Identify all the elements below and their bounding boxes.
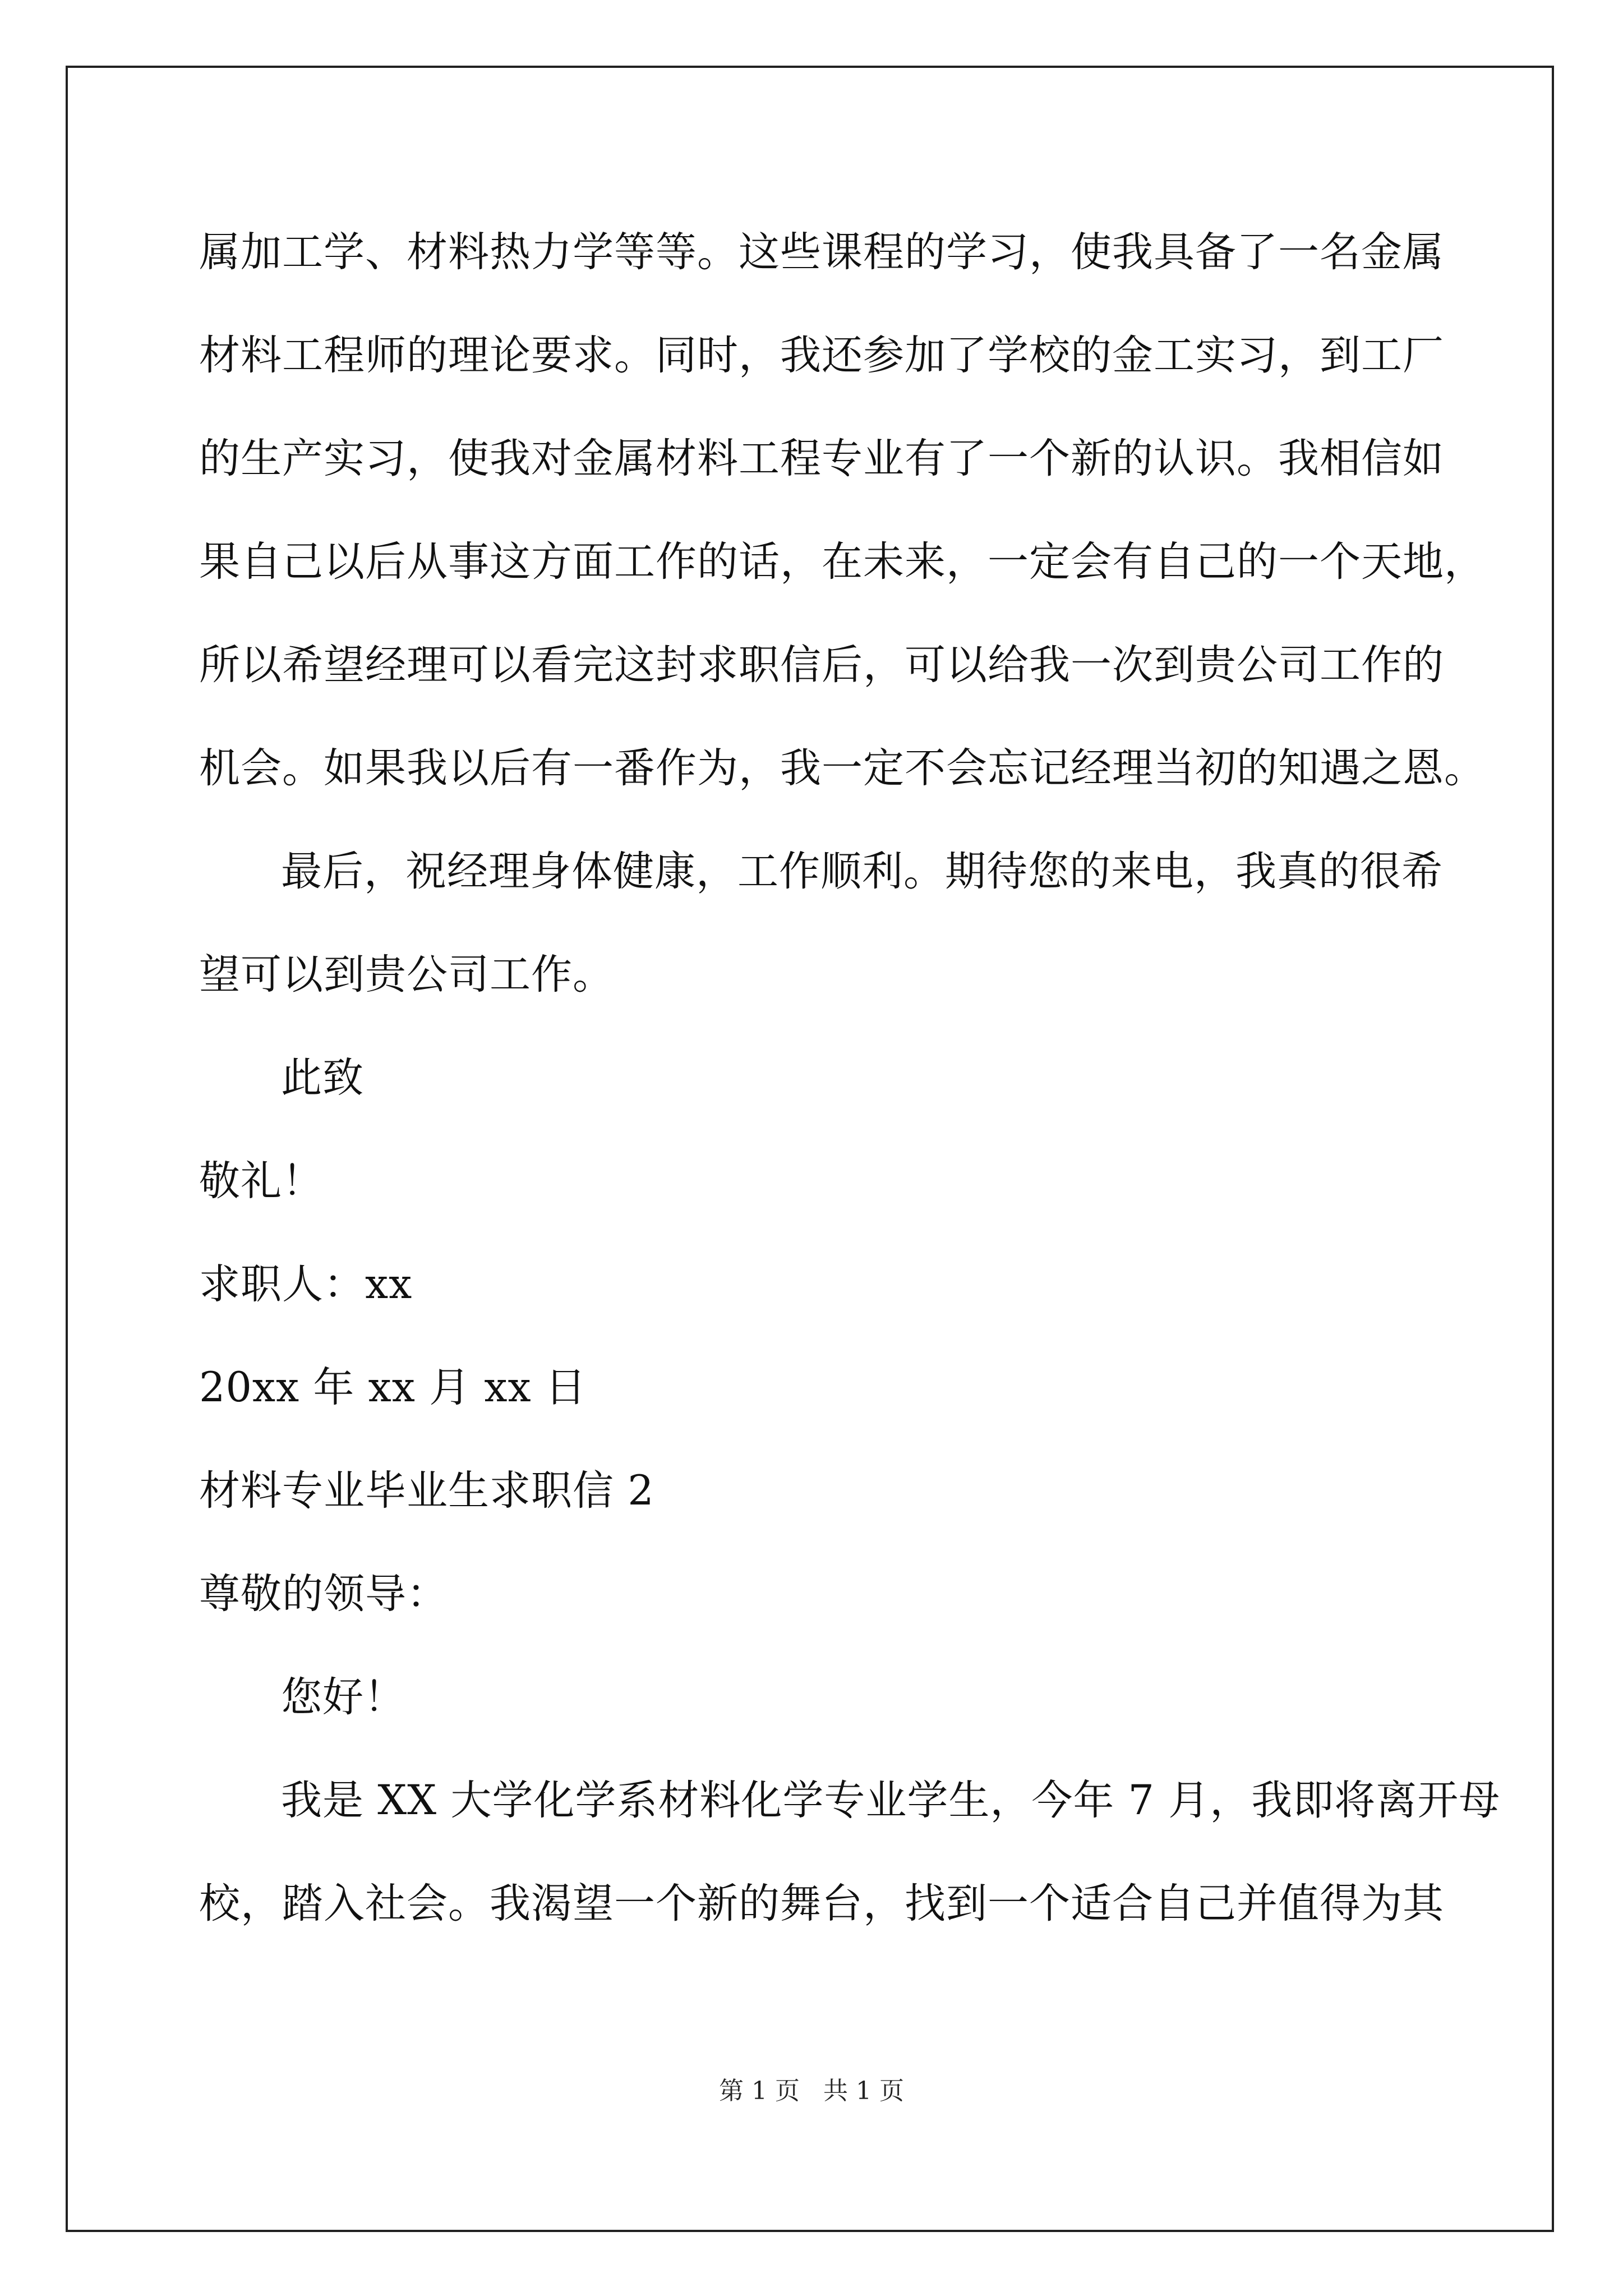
body-line: 校，踏入社会。我渴望一个新的舞台，找到一个适合自己并值得为其	[199, 1880, 1444, 1927]
greeting-recipient: 尊敬的领导：	[199, 1570, 448, 1618]
applicant-signature: 求职人：xx	[199, 1260, 413, 1308]
letter-date: 20xx 年 xx 月 xx 日	[199, 1364, 587, 1411]
body-line: 机会。如果我以后有一番作为，我一定不会忘记经理当初的知遇之恩。	[199, 744, 1486, 792]
body-line: 材料工程师的理论要求。同时，我还参加了学校的金工实习，到工厂	[199, 332, 1444, 379]
section-title: 材料专业毕业生求职信 2	[199, 1467, 654, 1515]
document-body	[199, 222, 1501, 1976]
salutation-closing: 此致	[281, 1054, 364, 1102]
body-line: 望可以到贵公司工作。	[199, 951, 614, 999]
body-line: 果自己以后从事这方面工作的话，在未来，一定会有自己的一个天地，	[199, 538, 1486, 586]
body-line: 我是 XX 大学化学系材料化学专业学生，今年 7 月，我即将离开母	[281, 1777, 1501, 1824]
page-footer: 第 1 页 共 1 页	[719, 2077, 904, 2105]
regards-line: 敬礼！	[199, 1157, 324, 1205]
body-line: 的生产实习，使我对金属材料工程专业有了一个新的认识。我相信如	[199, 435, 1444, 482]
greeting-hello: 您好！	[281, 1673, 405, 1721]
closing-wish-line: 最后，祝经理身体健康，工作顺利。期待您的来电，我真的很希	[281, 848, 1443, 895]
body-line: 所以希望经理可以看完这封求职信后，可以给我一次到贵公司工作的	[199, 641, 1444, 689]
body-line: 属加工学、材料热力学等等。这些课程的学习，使我具备了一名金属	[199, 228, 1444, 276]
